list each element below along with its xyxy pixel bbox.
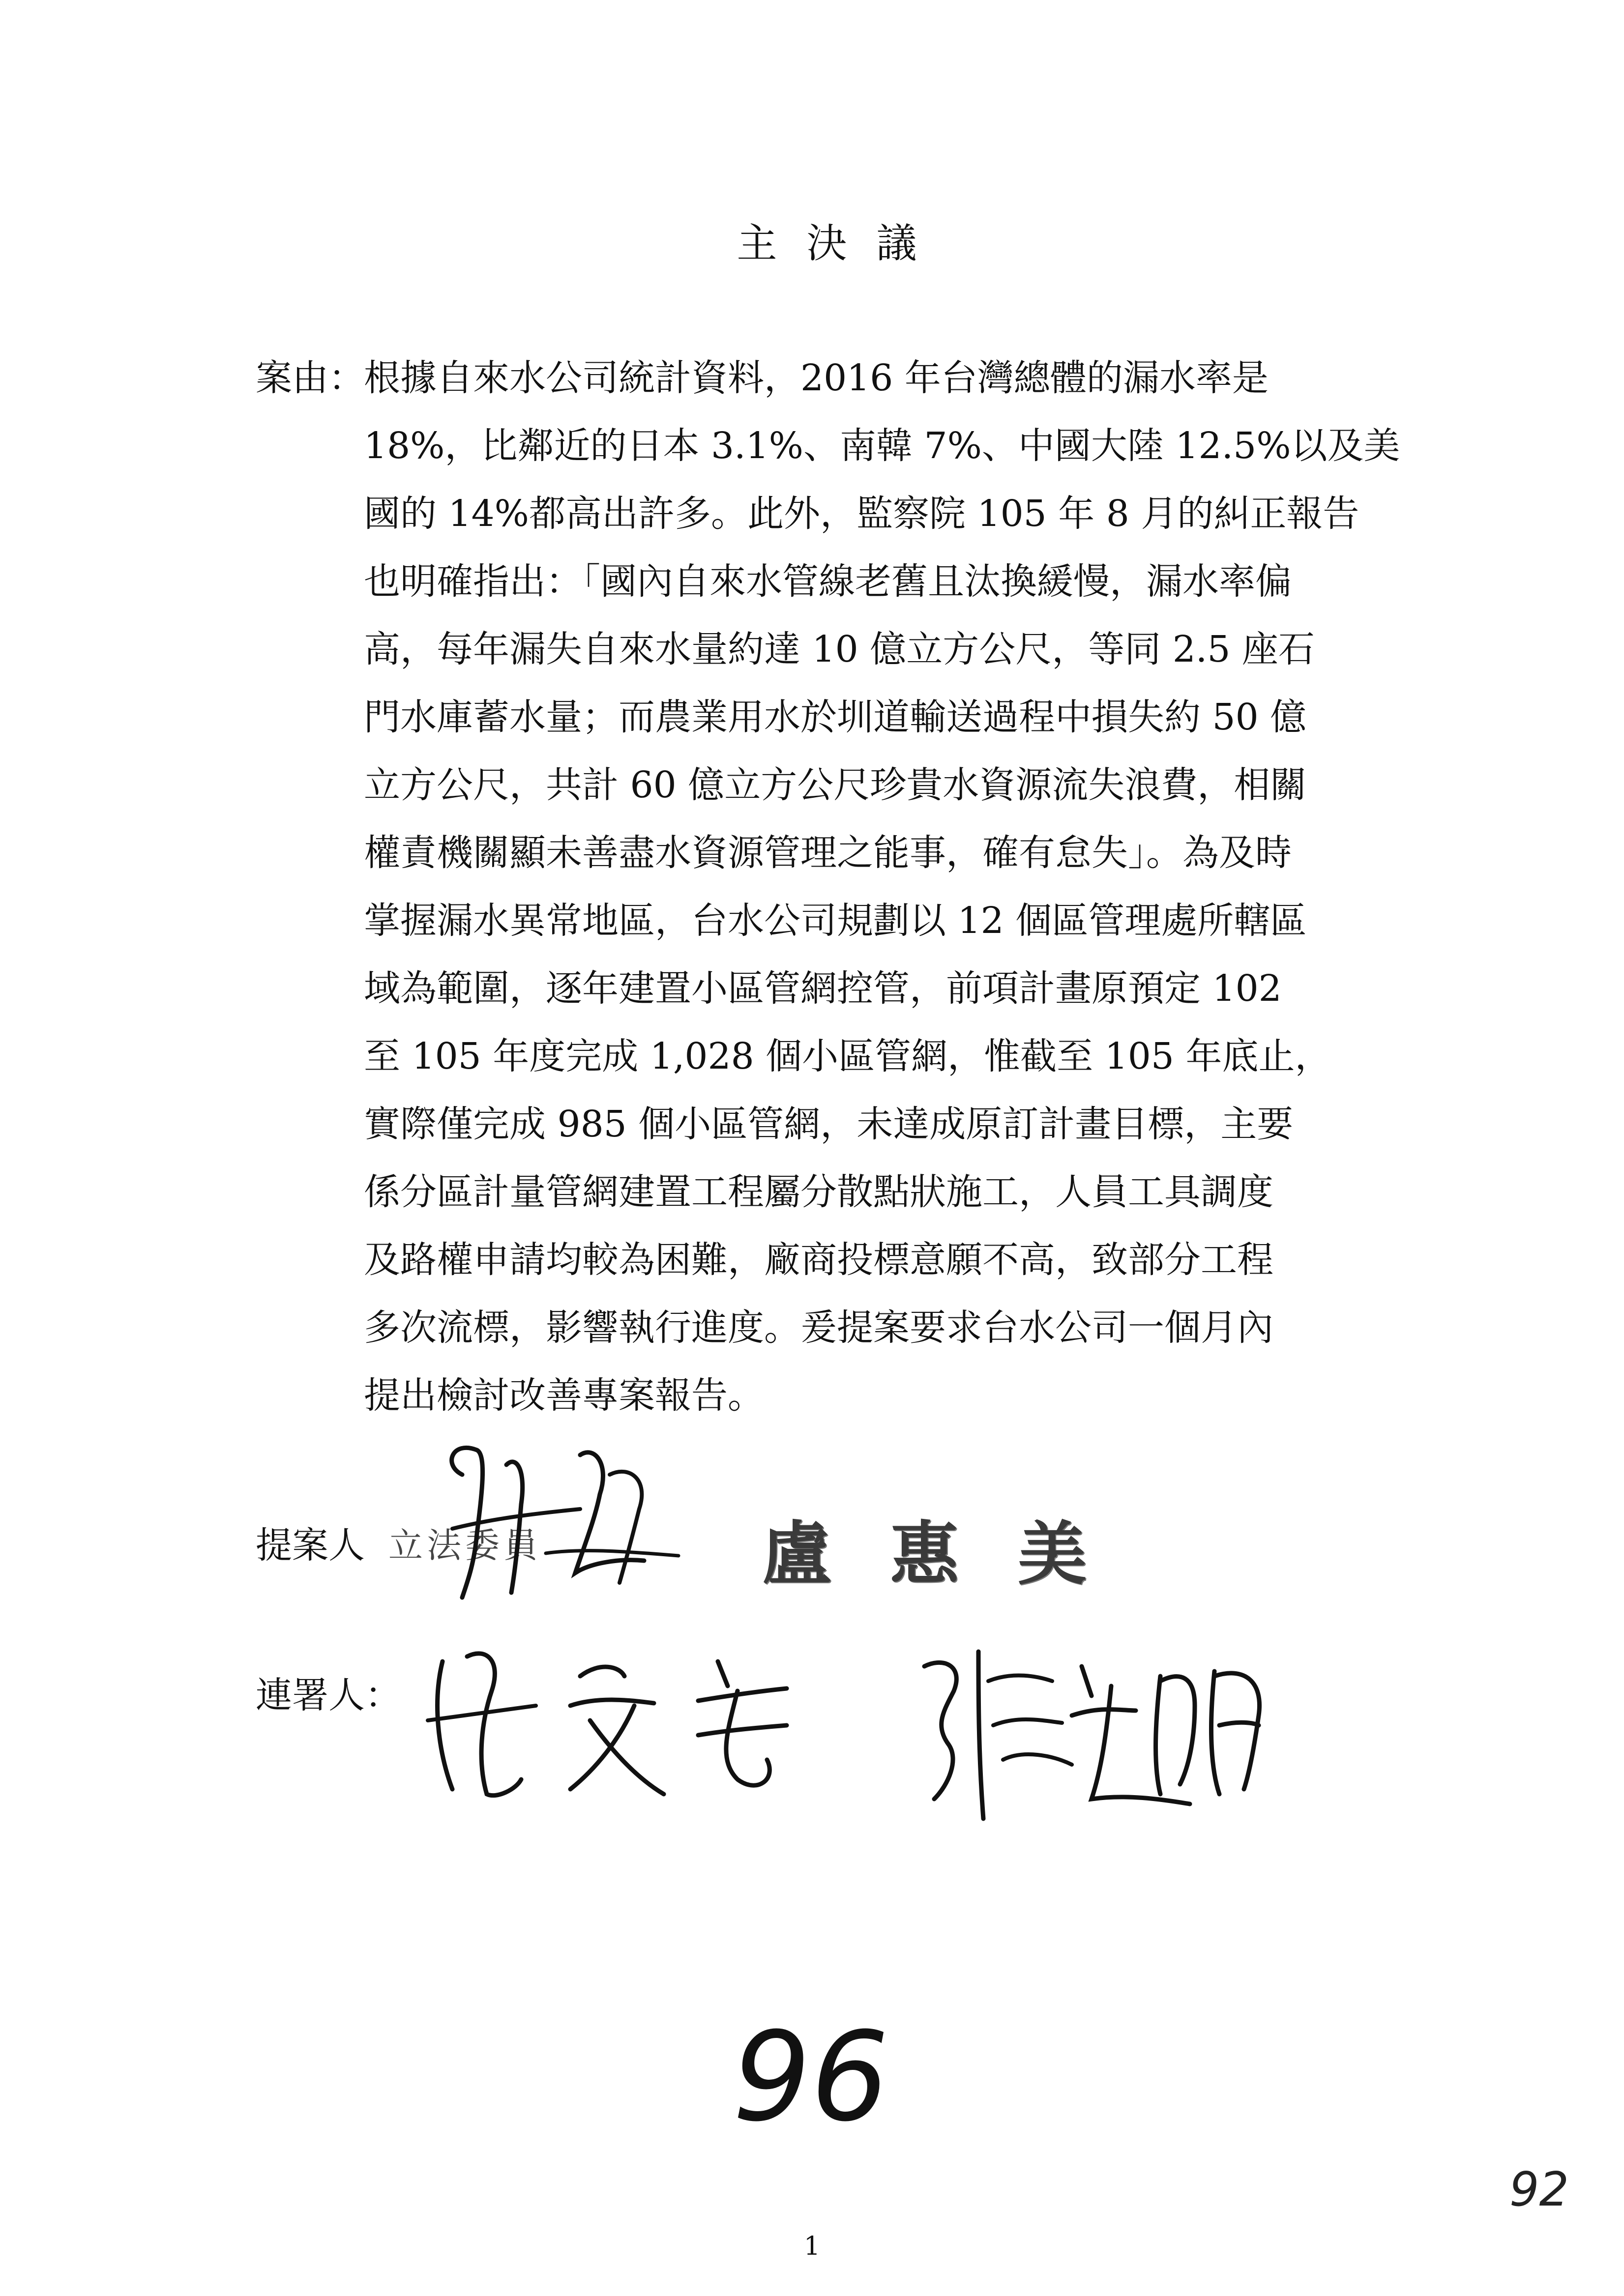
case-body bbox=[364, 344, 1400, 1429]
proposer-label: 提案人 bbox=[256, 1524, 365, 1567]
case-line: 18%，比鄰近的日本 3.1%、南韓 7%、中國大陸 12.5%以及美 bbox=[364, 425, 1400, 467]
case-line: 也明確指出：「國內自來水管線老舊且汰換緩慢，漏水率偏 bbox=[364, 560, 1292, 603]
case-line: 權責機關顯未善盡水資源管理之能事，確有怠失」。為及時 bbox=[364, 832, 1292, 874]
case-line: 高，每年漏失自來水量約達 10 億立方公尺，等同 2.5 座石 bbox=[364, 628, 1315, 670]
cosigner-signature-1 bbox=[423, 1632, 826, 1838]
case-line: 立方公尺，共計 60 億立方公尺珍貴水資源流失浪費，相關 bbox=[364, 764, 1307, 806]
page-number: 1 bbox=[803, 2232, 821, 2261]
case-line: 根據自來水公司統計資料，2016 年台灣總體的漏水率是 bbox=[364, 357, 1269, 399]
proposer-name-stamp: 盧惠美 bbox=[762, 1514, 1146, 1595]
cosigner-label: 連署人： bbox=[256, 1674, 401, 1716]
proposer-signature bbox=[433, 1435, 708, 1642]
handwritten-page-number: 96 bbox=[733, 2005, 889, 2149]
case-line: 多次流標，影響執行進度。爰提案要求台水公司一個月內 bbox=[364, 1307, 1273, 1349]
case-line: 域為範圍，逐年建置小區管網控管，前項計畫原預定 102 bbox=[364, 967, 1282, 1010]
case-line: 實際僅完成 985 個小區管網，未達成原訂計畫目標，主要 bbox=[364, 1103, 1294, 1145]
case-line: 門水庫蓄水量；而農業用水於圳道輸送過程中損失約 50 億 bbox=[364, 696, 1307, 738]
case-line: 至 105 年度完成 1,028 個小區管網，惟截至 105 年底止， bbox=[364, 1035, 1331, 1077]
proposer-title: 立法委員 bbox=[388, 1525, 542, 1566]
case-line: 係分區計量管網建置工程屬分散點狀施工，人員工具調度 bbox=[364, 1171, 1273, 1213]
case-label: 案由： bbox=[256, 357, 365, 399]
corner-handwritten-number: 92 bbox=[1509, 2163, 1569, 2217]
cosigner-signature-2 bbox=[905, 1637, 1298, 1843]
document-title: 主決議 bbox=[737, 220, 946, 267]
case-line: 及路權申請均較為困難，廠商投標意願不高，致部分工程 bbox=[364, 1239, 1273, 1281]
case-line: 提出檢討改善專案報告。 bbox=[364, 1374, 764, 1417]
case-line: 掌握漏水異常地區，台水公司規劃以 12 個區管理處所轄區 bbox=[364, 900, 1307, 942]
case-line: 國的 14%都高出許多。此外，監察院 105 年 8 月的糾正報告 bbox=[364, 493, 1359, 535]
